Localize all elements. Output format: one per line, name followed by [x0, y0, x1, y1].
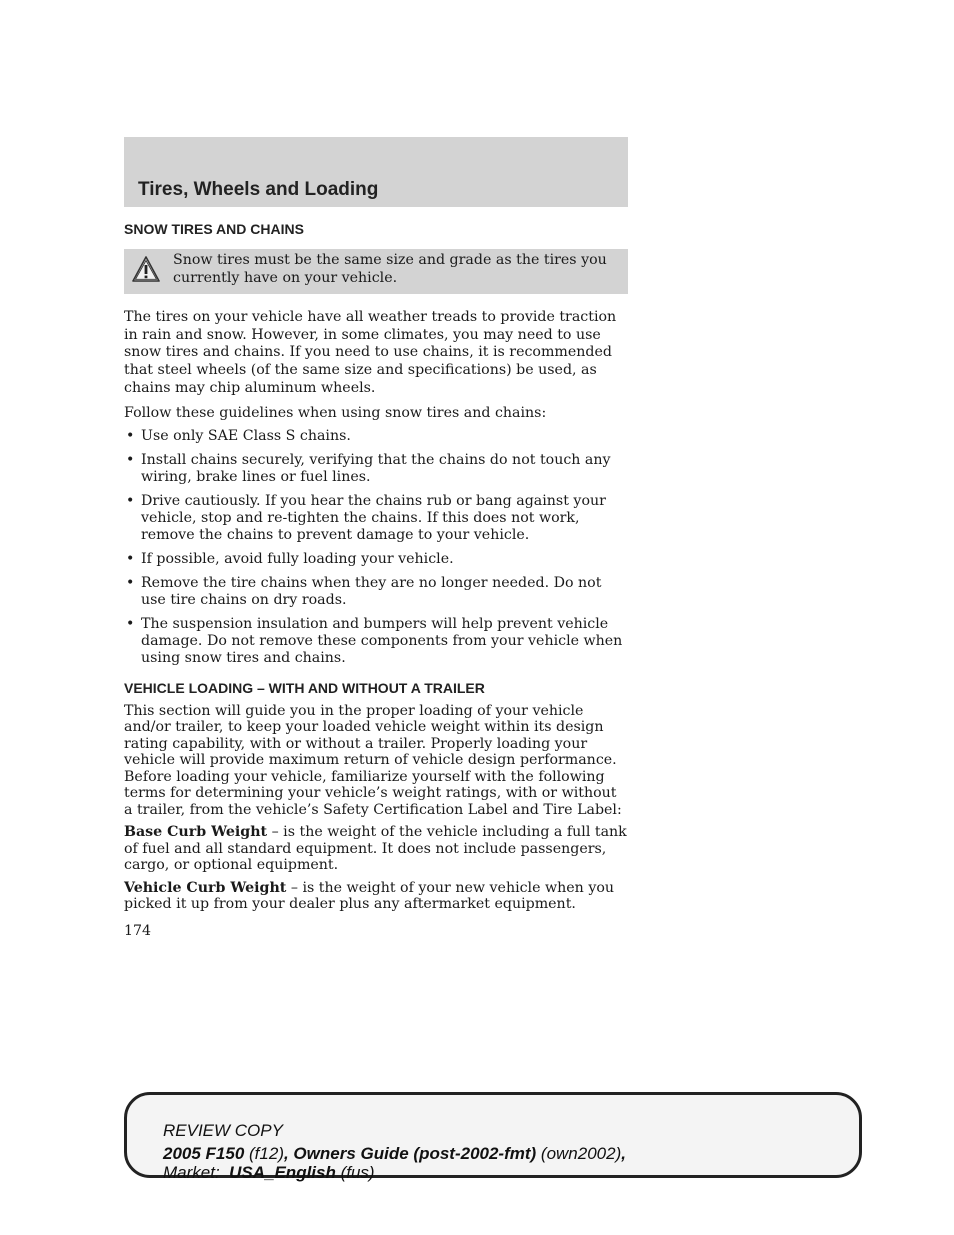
- bullet: •: [126, 574, 135, 591]
- snow-paragraph-1: The tires on your vehicle have all weather treads to provide traction in rain and snow. However, in some climates, you may need to use snow tires and chains. If you need to use chains, it is recommended that steel wheels (of the same size and specifications) be used, as chains may chip aluminum wheels.: [124, 309, 617, 396]
- bullet: •: [126, 451, 135, 468]
- definition-base-curb-weight: [124, 824, 628, 874]
- list-item: • The suspension insulation and bumpers will help prevent vehicle damage. Do not remove these components from your vehicle when using snow tires and chains.: [126, 615, 623, 666]
- snow-paragraph-2: Follow these guidelines when using snow tires and chains:: [124, 404, 547, 421]
- footer-market-label: Market:: [163, 1163, 230, 1182]
- warning-text: Snow tires must be the same size and grade as the tires you currently have on your vehicle.: [173, 252, 607, 286]
- snow-tires-heading: SNOW TIRES AND CHAINS: [124, 221, 304, 237]
- definition-text: – is the weight of your new vehicle when you picked it up from your dealer plus any aftermarket equipment.: [124, 879, 615, 913]
- page-content: [124, 221, 628, 940]
- vehicle-loading-heading: VEHICLE LOADING – WITH AND WITHOUT A TRAILER: [124, 679, 485, 696]
- section-header-band: [124, 137, 628, 207]
- list-item: • Use only SAE Class S chains.: [126, 427, 351, 444]
- footer-comma: ,: [621, 1144, 626, 1163]
- bullet: •: [126, 615, 135, 632]
- list-item: • Install chains securely, verifying that the chains do not touch any wiring, brake lines or fuel lines.: [126, 451, 611, 485]
- bullet: •: [126, 550, 135, 567]
- footer-guide: , Owners Guide (post-2002-fmt): [283, 1144, 537, 1163]
- warning-box: [124, 249, 628, 294]
- definition-text: – is the weight of the vehicle including a full tank of fuel and all standard equipment. It does not include passengers, cargo, or optional equipment.: [124, 824, 627, 874]
- review-copy-footer: [124, 1092, 862, 1182]
- footer-market: USA_English: [229, 1163, 336, 1182]
- footer-model-code: (f12): [244, 1144, 284, 1163]
- footer-model-line: [163, 1144, 626, 1164]
- footer-model: 2005 F150: [163, 1144, 245, 1163]
- list-item: • Remove the tire chains when they are no longer needed. Do not use tire chains on dry roads.: [126, 574, 602, 608]
- bullet: •: [126, 492, 135, 509]
- bullet: •: [126, 427, 135, 444]
- definition-term: Vehicle Curb Weight: [124, 879, 287, 896]
- warning-triangle-icon: [132, 255, 160, 283]
- footer-guide-code: (own2002): [536, 1144, 622, 1163]
- snow-guidelines-list: [124, 428, 628, 667]
- footer-market-line: [163, 1163, 375, 1183]
- footer-review-copy: REVIEW COPY: [163, 1121, 283, 1140]
- footer-market-code: (fus): [335, 1163, 375, 1182]
- page-number: 174: [124, 922, 152, 939]
- definition-vehicle-curb-weight: [124, 880, 628, 913]
- vehicle-loading-paragraph: This section will guide you in the proper loading of your vehicle and/or trailer, to keep your loaded vehicle weight within its design rating capability, with or without a trailer. Properly loading your vehicle will provide maximum return of vehicle design performance. Before loading your vehicle, familiarize yourself with the following terms for determining your vehicle’s weight ratings, with or without a trailer, from the vehicle’s Safety Certification Label and Tire Label:: [124, 702, 622, 818]
- list-item: • If possible, avoid fully loading your vehicle.: [126, 550, 454, 567]
- section-title: Tires, Wheels and Loading: [138, 179, 379, 200]
- definition-term: Base Curb Weight: [124, 824, 268, 841]
- list-item: • Drive cautiously. If you hear the chains rub or bang against your vehicle, stop and re-tighten the chains. If this does not work, remove the chains to prevent damage to your vehicle.: [126, 492, 606, 543]
